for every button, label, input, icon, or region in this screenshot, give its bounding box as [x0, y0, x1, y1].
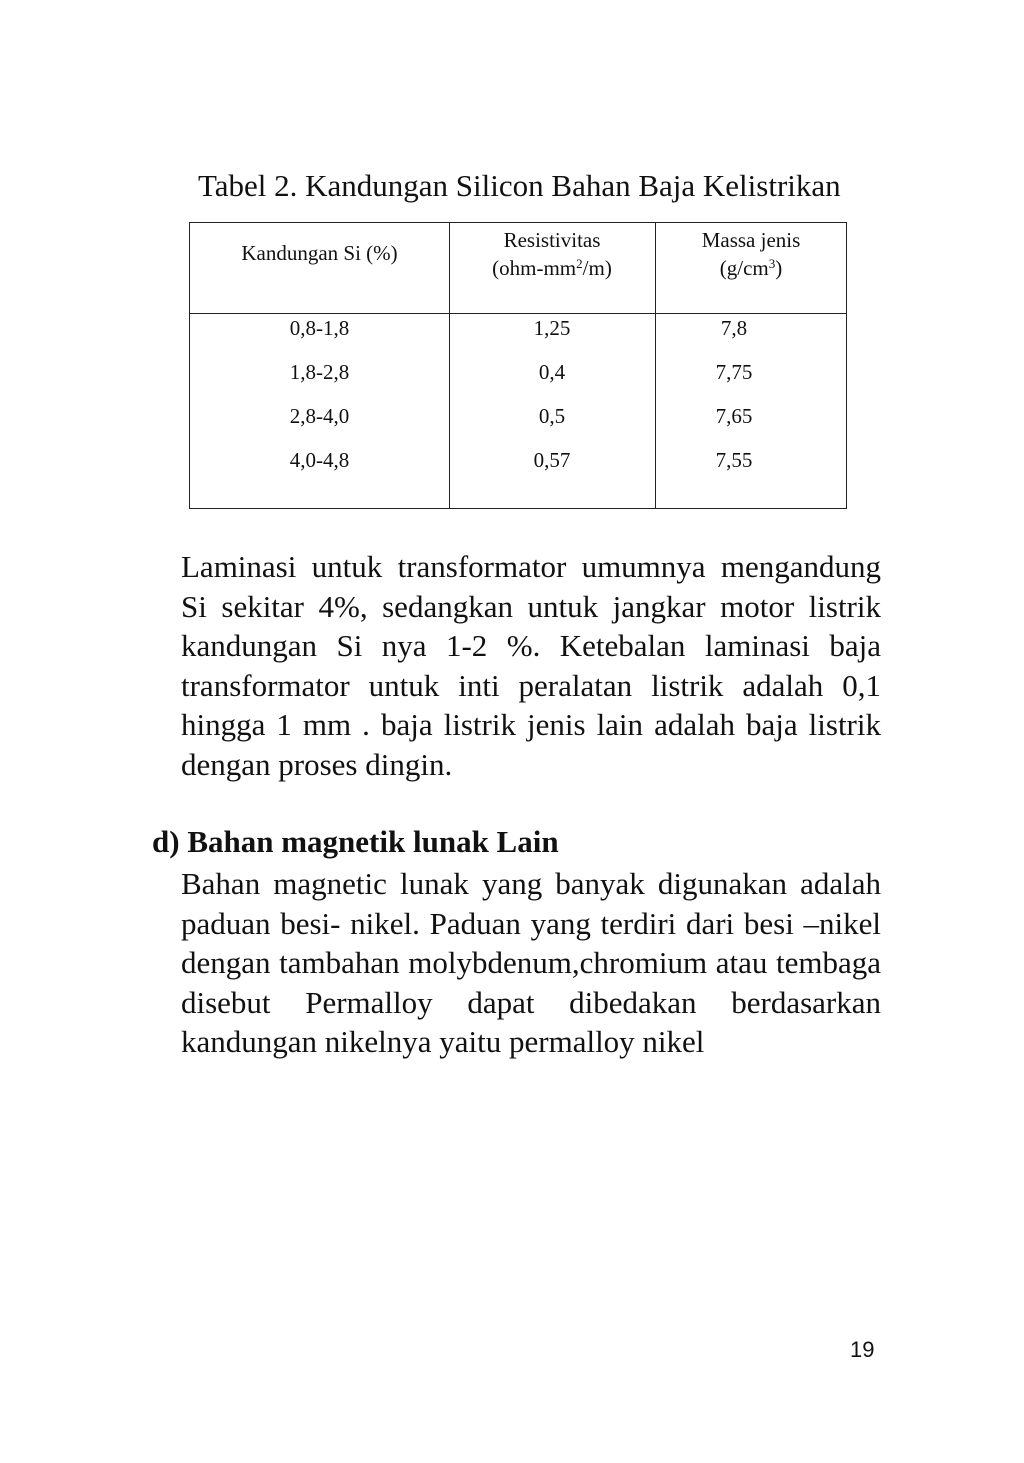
cell-si: 2,8-4,0: [289, 404, 350, 428]
table-caption: Tabel 2. Kandungan Silicon Bahan Baja Kelistrikan: [198, 168, 841, 203]
header-divider: [190, 313, 846, 314]
paragraph-lamination: Laminasi untuk transformator umumnya mengandung Si sekitar 4%, sedangkan untuk jangkar motor listrik kandungan Si nya 1-2 %. Ketebalan laminasi baja transformator untuk inti peralatan listrik adalah 0,1 hingga 1 mm . baja listrik jenis lain adalah baja listrik dengan proses dingin.: [181, 549, 881, 782]
cell-density: 7,8: [720, 316, 748, 340]
cell-density: 7,75: [715, 360, 753, 384]
header-resistivity: [449, 226, 655, 282]
cell-si: 0,8-1,8: [289, 316, 350, 340]
cell-resistivity: 0,4: [538, 360, 566, 384]
page-number: 19: [850, 1337, 875, 1362]
cell-density: 7,55: [715, 448, 753, 472]
header-density: [656, 226, 846, 282]
cell-resistivity: 0,57: [533, 448, 571, 472]
header-resistivity-unit: $(ohm-mm^2/m)$: [492, 256, 612, 280]
header-resistivity-label: Resistivitas: [503, 228, 601, 252]
cell-resistivity: 1,25: [533, 316, 571, 340]
cell-density: 7,65: [715, 404, 753, 428]
cell-resistivity: 0,5: [538, 404, 566, 428]
header-density-unit: $(g/cm^3)$: [719, 256, 783, 280]
header-si-content: Kandungan Si (%): [241, 241, 398, 265]
cell-si: 4,0-4,8: [289, 448, 350, 472]
silicon-content-table: [189, 222, 847, 509]
header-density-label: Massa jenis: [701, 228, 801, 252]
section-heading: d) Bahan magnetik lunak Lain: [152, 824, 559, 859]
paragraph-soft-magnetic: Bahan magnetic lunak yang banyak digunakan adalah paduan besi- nikel. Paduan yang terdiri dari besi –nikel dengan tambahan molybdenum,chromium atau tembaga disebut Permalloy dapat dibedakan berdasarkan kandungan nikelnya yaitu permalloy nikel: [181, 866, 881, 1059]
cell-si: 1,8-2,8: [289, 360, 350, 384]
